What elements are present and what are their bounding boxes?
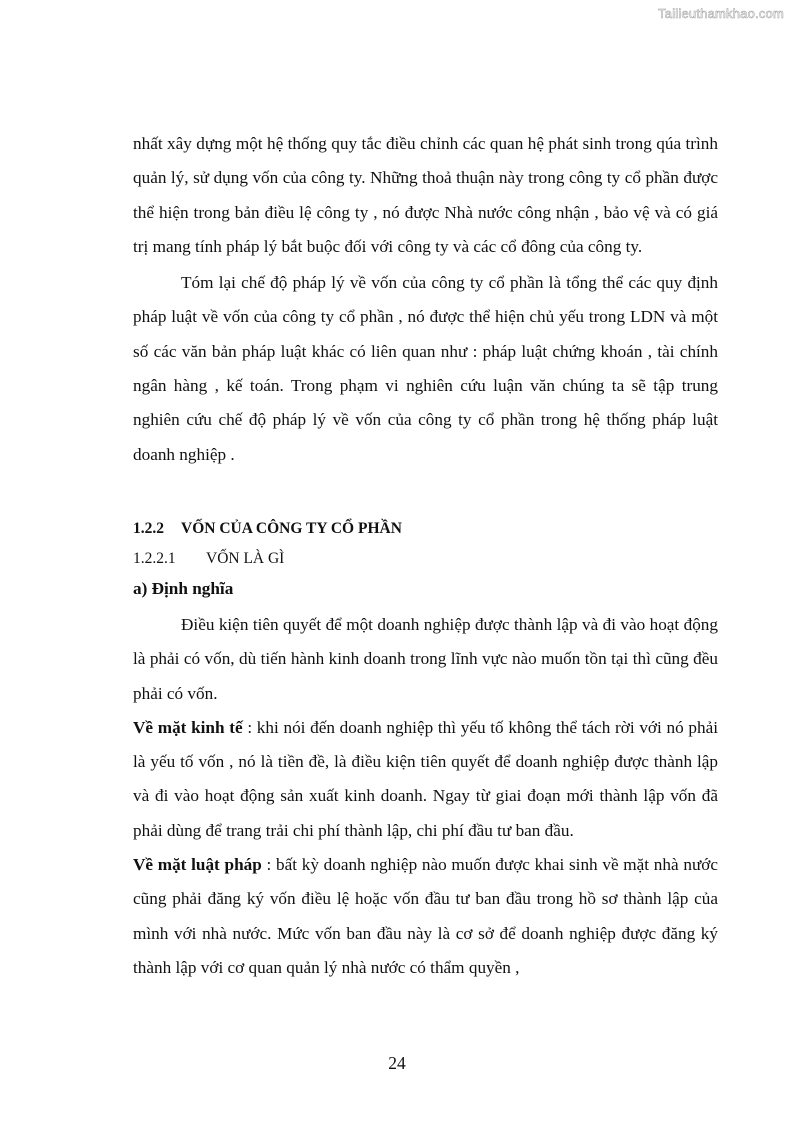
page-number: 24 (388, 1053, 406, 1073)
paragraph-continuation: nhất xây dựng một hệ thống quy tắc điều chỉnh các quan hệ phát sinh trong qúa trình quản lý, sử dụng vốn của công ty. Những thoả thuận này trong công ty cổ phần được thể hiện trong bản điều lệ công ty , nó được Nhà nước công nhận , bảo vệ và có giá trị mang tính pháp lý bắt buộc đối với công ty và các cổ đông của công ty. (133, 134, 718, 256)
paragraph-summary: Tóm lại chế độ pháp lý về vốn của công ty cổ phần là tổng thể các quy định pháp luật về vốn của công ty cổ phần , nó được thể hiện chủ yếu trong LDN và một số các văn bản pháp luật khác có liên quan như : pháp luật chứng khoán , tài chính ngân hàng , kế toán. Trong phạm vi nghiên cứu luận văn chúng ta sẽ tập trung nghiên cứu chế độ pháp lý về vốn của công ty cổ phần trong hệ thống pháp luật doanh nghiệp . (133, 273, 718, 464)
section-number: 1.2.2 (133, 519, 164, 537)
subsection-number: 1.2.2.1 (133, 549, 176, 567)
watermark-text: Tailieuthamkhao.com (658, 6, 784, 21)
legal-text: : bất kỳ doanh nghiệp nào muốn được khai sinh về mặt nhà nước cũng phải đăng ký vốn điều lệ hoặc vốn đầu tư ban đầu trong hồ sơ thành lập của mình với nhà nước. Mức vốn ban đầu này là cơ sở để doanh nghiệp được đăng ký thành lập với cơ quan quản lý nhà nước có thẩm quyền , (133, 855, 718, 977)
legal-label: Về mặt luật pháp (133, 855, 262, 875)
definition-heading: a) Định nghĩa (133, 578, 234, 598)
section-heading (133, 514, 718, 544)
economic-text: : khi nói đến doanh nghiệp thì yếu tố không thể tách rời với nó phải là yếu tố vốn , nó là tiền đề, là điều kiện tiên quyết để doanh nghiệp được thành lập và đi vào hoạt động sản xuất kinh doanh. Ngay từ giai đoạn mới thành lập vốn đã phải dùng để trang trải chi phí thành lập, chi phí đầu tư ban đầu. (133, 717, 718, 840)
paragraph-legal (133, 848, 718, 985)
section-spacer (133, 472, 718, 514)
section-title: VỐN CỦA CÔNG TY CỔ PHẦN (181, 519, 402, 537)
subsection-heading (133, 544, 718, 574)
paragraph-economic (133, 711, 718, 848)
page-body (133, 127, 718, 985)
economic-label: Về mặt kinh tế (133, 717, 243, 737)
definition-intro: Điều kiện tiên quyết để một doanh nghiệp được thành lập và đi vào hoạt động là phải có vốn, dù tiến hành kinh doanh trong lĩnh vực nào muốn tồn tại thì cũng đều phải có vốn. (133, 614, 718, 703)
subsection-title: VỐN LÀ GÌ (206, 549, 285, 567)
